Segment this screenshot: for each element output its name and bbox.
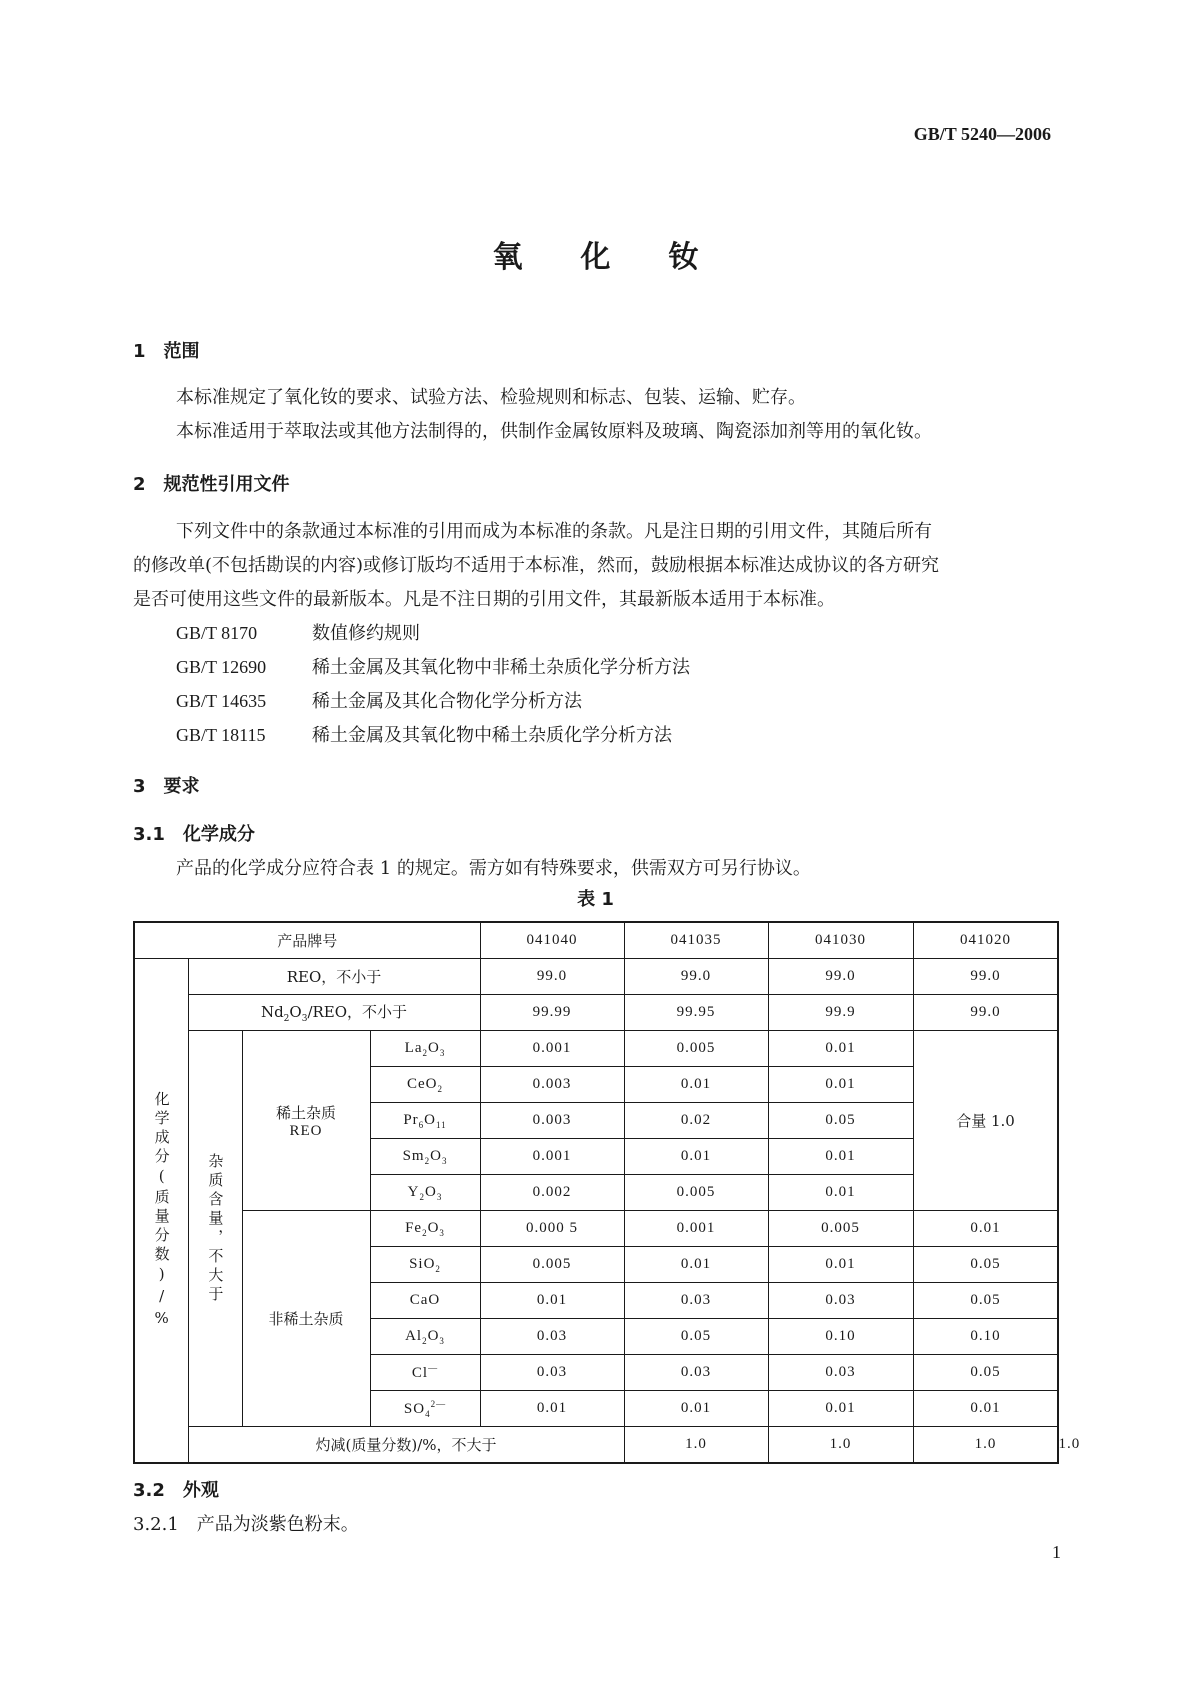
table-cell: 99.0: [913, 959, 1058, 995]
table-cell: 0.01: [768, 1139, 913, 1175]
table-cell: 0.002: [480, 1175, 624, 1211]
table-cell: 0.10: [913, 1319, 1058, 1355]
reference-item: [176, 619, 420, 645]
table-cell: 0.01: [624, 1391, 768, 1427]
table-cell: 0.03: [480, 1355, 624, 1391]
total-041020: 合量 1.0: [913, 1031, 1058, 1211]
reference-title: 稀土金属及其氧化物中稀土杂质化学分析方法: [312, 725, 672, 746]
table-cell: 0.03: [480, 1319, 624, 1355]
group-label: 化学成分(质量分数)/%: [152, 1090, 171, 1331]
table-cell: 0.01: [624, 1139, 768, 1175]
table-row: [134, 959, 1058, 995]
standard-number: GB/T 5240—2006: [913, 124, 1051, 144]
element-name: Cl—: [370, 1355, 480, 1391]
section-3-1-para: 产品的化学成分应符合表 1 的规定。需方如有特殊要求，供需双方可另行协议。: [176, 858, 811, 879]
table-cell: 0.005: [624, 1175, 768, 1211]
table-cell: 99.0: [480, 959, 624, 995]
table-cell: 99.0: [768, 959, 913, 995]
table-cell: 0.01: [913, 1391, 1058, 1427]
reference-item: [176, 721, 672, 747]
element-name: SiO$_2$: [370, 1247, 480, 1283]
table-caption: 表 1: [577, 889, 614, 910]
table-cell: 0.03: [768, 1355, 913, 1391]
table-row: [134, 1031, 1058, 1067]
grade-header: 041020: [913, 922, 1058, 959]
section-1-heading: 1 范围: [133, 341, 200, 362]
reference-title: 数值修约规则: [312, 623, 420, 644]
element-name: $La_2O_3$: [370, 1031, 480, 1067]
section-2-para-line-3: 是否可使用这些文件的最新版本。凡是不注日期的引用文件，其最新版本适用于本标准。: [133, 589, 835, 610]
element-name: $SO_4^{2—}$: [370, 1391, 480, 1427]
table-cell: 0.01: [768, 1391, 913, 1427]
section-3-heading: 3 要求: [133, 776, 200, 797]
composition-table: [133, 921, 1081, 1464]
reference-code: GB/T 8170: [176, 623, 258, 643]
table-row: [134, 995, 1058, 1031]
table-cell: 0.05: [913, 1355, 1058, 1391]
reference-item: [176, 687, 582, 713]
grade-header: 041030: [768, 922, 913, 959]
table-cell: 0.03: [624, 1283, 768, 1319]
table-cell: 0.03: [768, 1283, 913, 1319]
table-cell: 0.01: [768, 1067, 913, 1103]
table-cell: 0.01: [913, 1211, 1058, 1247]
table-cell: 0.001: [624, 1211, 768, 1247]
element-name: CaO: [370, 1283, 480, 1319]
table-cell: 0.001: [480, 1139, 624, 1175]
impurity-label: 杂质含量，不大于: [206, 1152, 225, 1305]
table-cell: 0.003: [480, 1067, 624, 1103]
section-3-2-heading: 3.2 外观: [133, 1480, 219, 1501]
table-cell: 0.05: [768, 1103, 913, 1139]
table-cell: 99.0: [913, 995, 1058, 1031]
table-cell: 0.05: [913, 1247, 1058, 1283]
table-cell: 1.0: [913, 1427, 1058, 1464]
table-cell: 0.01: [480, 1283, 624, 1319]
table-cell: 0.005: [624, 1031, 768, 1067]
table-cell: 99.9: [768, 995, 913, 1031]
section-3-1-heading: 3.1 化学成分: [133, 824, 255, 845]
reference-title: 稀土金属及其化合物化学分析方法: [312, 691, 582, 712]
section-2-heading: 2 规范性引用文件: [133, 474, 290, 495]
table-cell: 0.01: [480, 1391, 624, 1427]
reference-code: GB/T 14635: [176, 691, 267, 711]
table-cell: 99.99: [480, 995, 624, 1031]
table-cell: 0.01: [768, 1247, 913, 1283]
reo-label: REO，不小于: [188, 959, 480, 995]
document-title: 氧化钕: [492, 240, 757, 275]
element-name: $Fe_2O_3$: [370, 1211, 480, 1247]
reference-code: GB/T 12690: [176, 657, 267, 677]
element-name: $Pr_6O_{11}$: [370, 1103, 480, 1139]
impurity-label-cell: [188, 1031, 242, 1427]
table-cell: 0.003: [480, 1103, 624, 1139]
section-3-2-1-text: 3.2.1 产品为淡紫色粉末。: [133, 1514, 359, 1535]
table-cell: 0.05: [913, 1283, 1058, 1319]
table-cell: 0.03: [624, 1355, 768, 1391]
table-cell: 0.01: [768, 1175, 913, 1211]
group-label-cell: [134, 959, 188, 1464]
element-name: $Y_2O_3$: [370, 1175, 480, 1211]
element-name: CeO$_2$: [370, 1067, 480, 1103]
section-2-para-line-1: 下列文件中的条款通过本标准的引用而成为本标准的条款。凡是注日期的引用文件，其随后所有: [176, 521, 932, 542]
section-1-para-2: 本标准适用于萃取法或其他方法制得的，供制作金属钕原料及玻璃、陶瓷添加剂等用的氧化钕。: [176, 421, 932, 442]
table-cell: 0.10: [768, 1319, 913, 1355]
table-cell: 1.0: [624, 1427, 768, 1464]
table-cell: 0.01: [624, 1247, 768, 1283]
loi-label: 灼减(质量分数)/%，不大于: [188, 1427, 624, 1464]
grade-header: 041040: [480, 922, 624, 959]
section-1-para-1: 本标准规定了氧化钕的要求、试验方法、检验规则和标志、包装、运输、贮存。: [176, 387, 806, 408]
element-name: $Al_2O_3$: [370, 1319, 480, 1355]
section-2-para-line-2: 的修改单(不包括勘误的内容)或修订版均不适用于本标准，然而，鼓励根据本标准达成协议的各方研究: [133, 555, 940, 576]
table-row: [134, 922, 1058, 959]
table-cell: 0.000 5: [480, 1211, 624, 1247]
table-row: 灼减(质量分数)/%，不大于 1.0 1.0 1.0 1.0: [134, 1427, 1058, 1464]
table-cell: 99.0: [624, 959, 768, 995]
reference-code: GB/T 18115: [176, 725, 266, 745]
table-cell: 1.0: [768, 1427, 913, 1464]
reference-item: [176, 653, 690, 679]
brand-label: 产品牌号: [134, 922, 480, 959]
non-re-impurity-label: 非稀土杂质: [242, 1211, 370, 1427]
table-row: [134, 1211, 1058, 1247]
table-cell: 99.95: [624, 995, 768, 1031]
element-name: $Sm_2O_3$: [370, 1139, 480, 1175]
table-cell: 0.005: [768, 1211, 913, 1247]
table-cell: 0.001: [480, 1031, 624, 1067]
grade-header: 041035: [624, 922, 768, 959]
table-cell: 0.005: [480, 1247, 624, 1283]
nd-ratio-label: $Nd_2O_3$/REO，不小于: [188, 995, 480, 1031]
table-cell: 0.01: [768, 1031, 913, 1067]
page-number: 1: [1052, 1542, 1061, 1562]
table-cell: 0.02: [624, 1103, 768, 1139]
re-impurity-label: 稀土杂质 REO: [242, 1031, 370, 1211]
table-cell: 0.01: [624, 1067, 768, 1103]
table-cell: 0.05: [624, 1319, 768, 1355]
reference-title: 稀土金属及其氧化物中非稀土杂质化学分析方法: [312, 657, 690, 678]
